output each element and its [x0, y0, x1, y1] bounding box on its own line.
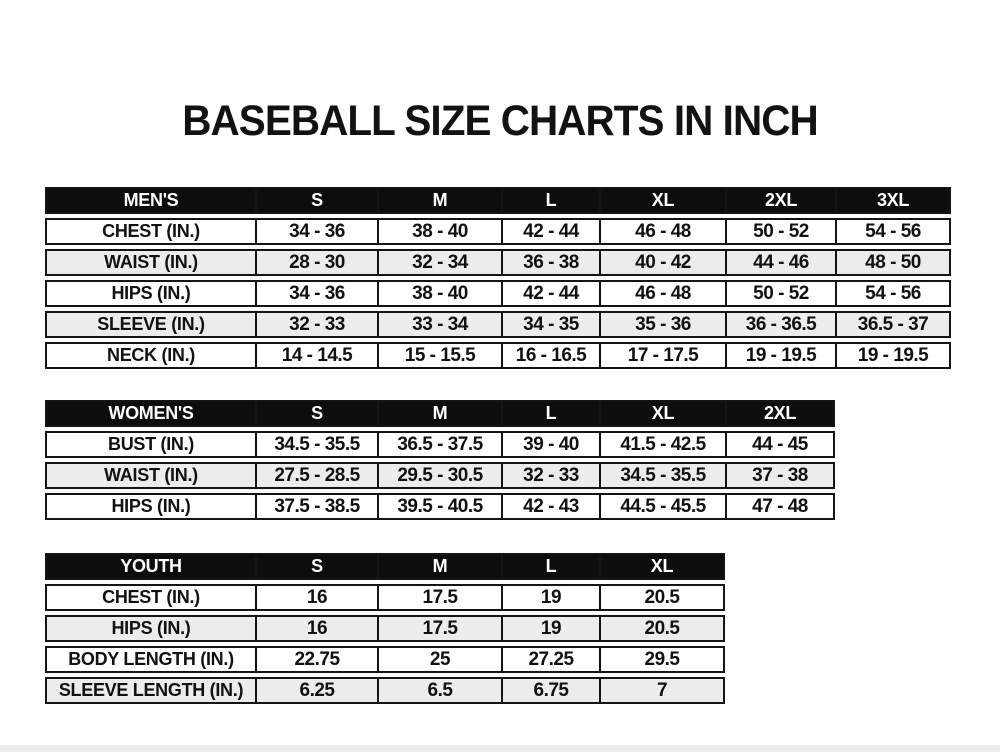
row-label: WAIST (IN.) — [45, 249, 255, 276]
cell: 28 - 30 — [255, 249, 377, 276]
cell: 14 - 14.5 — [255, 342, 377, 369]
row-label: SLEEVE LENGTH (IN.) — [45, 677, 255, 704]
youth-table-title: YOUTH — [45, 553, 255, 580]
cell: 46 - 48 — [599, 218, 725, 245]
column-header-s: S — [255, 553, 377, 580]
column-header-l: L — [501, 187, 599, 214]
cell: 34.5 - 35.5 — [255, 431, 377, 458]
cell: 37.5 - 38.5 — [255, 493, 377, 520]
cell: 34 - 36 — [255, 280, 377, 307]
cell: 44.5 - 45.5 — [599, 493, 725, 520]
cell: 38 - 40 — [377, 280, 501, 307]
row-label: CHEST (IN.) — [45, 218, 255, 245]
row-label: NECK (IN.) — [45, 342, 255, 369]
cell: 6.5 — [377, 677, 501, 704]
womens-table-title: WOMEN'S — [45, 400, 255, 427]
cell: 41.5 - 42.5 — [599, 431, 725, 458]
column-header-2xl: 2XL — [725, 400, 835, 427]
cell: 19 — [501, 584, 599, 611]
column-header-l: L — [501, 400, 599, 427]
cell: 6.75 — [501, 677, 599, 704]
mens-size-table — [45, 183, 951, 373]
cell: 27.25 — [501, 646, 599, 673]
cell: 44 - 45 — [725, 431, 835, 458]
column-header-2xl: 2XL — [725, 187, 835, 214]
row-label: SLEEVE (IN.) — [45, 311, 255, 338]
cell: 29.5 - 30.5 — [377, 462, 501, 489]
cell: 40 - 42 — [599, 249, 725, 276]
youth-size-table — [45, 549, 725, 708]
column-header-3xl: 3XL — [835, 187, 951, 214]
cell: 29.5 — [599, 646, 725, 673]
column-header-xl: XL — [599, 553, 725, 580]
table-row-hips — [45, 493, 835, 520]
mens-table-title: MEN'S — [45, 187, 255, 214]
cell: 20.5 — [599, 615, 725, 642]
page-title: BASEBALL SIZE CHARTS IN INCH — [182, 96, 818, 145]
womens-header-row — [45, 400, 835, 427]
cell: 42 - 44 — [501, 218, 599, 245]
cell: 42 - 44 — [501, 280, 599, 307]
column-header-m: M — [377, 553, 501, 580]
cell: 22.75 — [255, 646, 377, 673]
row-label: CHEST (IN.) — [45, 584, 255, 611]
cell: 34 - 35 — [501, 311, 599, 338]
cell: 17.5 — [377, 584, 501, 611]
column-header-m: M — [377, 400, 501, 427]
cell: 34.5 - 35.5 — [599, 462, 725, 489]
cell: 47 - 48 — [725, 493, 835, 520]
column-header-m: M — [377, 187, 501, 214]
table-row-waist — [45, 249, 951, 276]
mens-header-row — [45, 187, 951, 214]
cell: 25 — [377, 646, 501, 673]
cell: 15 - 15.5 — [377, 342, 501, 369]
cell: 33 - 34 — [377, 311, 501, 338]
cell: 19 - 19.5 — [725, 342, 835, 369]
cell: 34 - 36 — [255, 218, 377, 245]
table-row-neck — [45, 342, 951, 369]
cell: 7 — [599, 677, 725, 704]
cell: 32 - 34 — [377, 249, 501, 276]
cell: 37 - 38 — [725, 462, 835, 489]
cell: 44 - 46 — [725, 249, 835, 276]
table-row-bust — [45, 431, 835, 458]
cell: 39 - 40 — [501, 431, 599, 458]
cell: 39.5 - 40.5 — [377, 493, 501, 520]
cell: 27.5 - 28.5 — [255, 462, 377, 489]
row-label: HIPS (IN.) — [45, 615, 255, 642]
cell: 16 — [255, 584, 377, 611]
cell: 36.5 - 37.5 — [377, 431, 501, 458]
cell: 46 - 48 — [599, 280, 725, 307]
cell: 48 - 50 — [835, 249, 951, 276]
row-label: HIPS (IN.) — [45, 280, 255, 307]
column-header-s: S — [255, 187, 377, 214]
column-header-l: L — [501, 553, 599, 580]
cell: 50 - 52 — [725, 280, 835, 307]
cell: 16 - 16.5 — [501, 342, 599, 369]
table-row-hips — [45, 280, 951, 307]
cell: 32 - 33 — [501, 462, 599, 489]
table-row-waist — [45, 462, 835, 489]
row-label: WAIST (IN.) — [45, 462, 255, 489]
table-row-sleeve — [45, 311, 951, 338]
cell: 32 - 33 — [255, 311, 377, 338]
cell: 54 - 56 — [835, 280, 951, 307]
cell: 50 - 52 — [725, 218, 835, 245]
cell: 36.5 - 37 — [835, 311, 951, 338]
cell: 42 - 43 — [501, 493, 599, 520]
cell: 6.25 — [255, 677, 377, 704]
cell: 19 - 19.5 — [835, 342, 951, 369]
column-header-xl: XL — [599, 400, 725, 427]
cell: 54 - 56 — [835, 218, 951, 245]
cell: 35 - 36 — [599, 311, 725, 338]
cell: 16 — [255, 615, 377, 642]
cell: 36 - 38 — [501, 249, 599, 276]
column-header-s: S — [255, 400, 377, 427]
cell: 17 - 17.5 — [599, 342, 725, 369]
cell: 17.5 — [377, 615, 501, 642]
cell: 38 - 40 — [377, 218, 501, 245]
cell: 19 — [501, 615, 599, 642]
page-bottom-edge — [0, 745, 1000, 752]
table-row-sleeve-length — [45, 677, 725, 704]
table-row-body-length — [45, 646, 725, 673]
womens-size-table — [45, 396, 835, 524]
row-label: BUST (IN.) — [45, 431, 255, 458]
table-row-hips — [45, 615, 725, 642]
row-label: BODY LENGTH (IN.) — [45, 646, 255, 673]
row-label: HIPS (IN.) — [45, 493, 255, 520]
cell: 36 - 36.5 — [725, 311, 835, 338]
table-row-chest — [45, 218, 951, 245]
youth-header-row — [45, 553, 725, 580]
column-header-xl: XL — [599, 187, 725, 214]
table-row-chest — [45, 584, 725, 611]
cell: 20.5 — [599, 584, 725, 611]
